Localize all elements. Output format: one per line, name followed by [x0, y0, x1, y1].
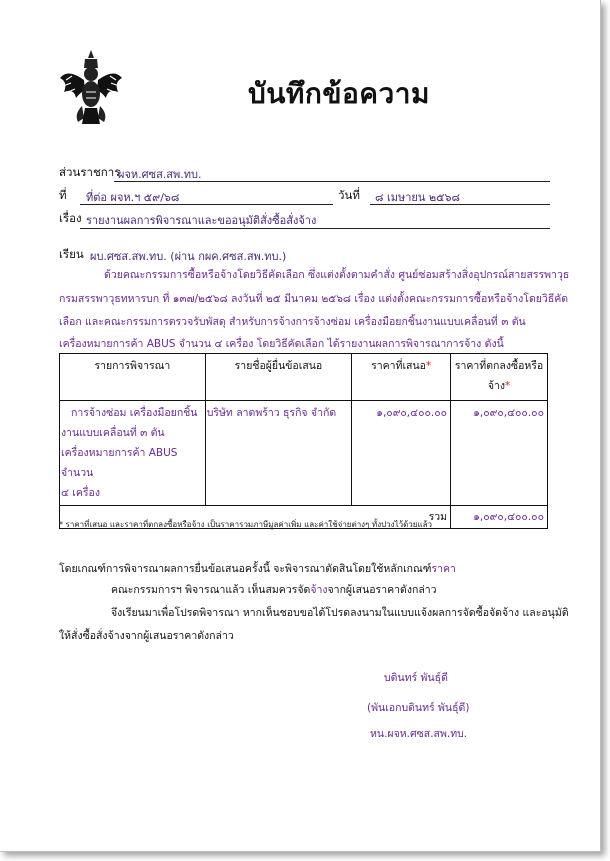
paragraph-2: โดยเกณฑ์การพิจารณาผลการยื่นข้อเสนอครั้งนี้ จะพิจารณาตัดสินโดยใช้หลักเกณฑ์ราคา: [59, 563, 456, 575]
cell-agreed-price: ๑,๐๙๐,๔๐๐.๐๐: [451, 401, 548, 506]
signature-full-name: (พันเอกบดินทร์ พันธ์ุดี): [367, 702, 470, 714]
signature-position: หน.ผจห.ศซส.สพ.ทบ.: [370, 728, 468, 740]
total-label: รวม: [60, 506, 451, 529]
cell-item: การจ้างซ่อม เครื่องมือยกชิ้น งานแบบเคลื่อนที่ ๓ ตัน เครื่องหมายการค้า ABUS จำนวน ๔ เครื่อง: [60, 401, 206, 506]
date-label: วันที่: [338, 188, 360, 202]
paragraph-4-line-2: ให้สั่งซื้อสั่งจ้างจากผู้เสนอราคาดังกล่าว: [59, 630, 234, 642]
cell-vendor: บริษัท ลาดพร้าว ธุรกิจ จำกัด: [205, 401, 351, 506]
col-header-item: รายการพิจารณา: [60, 354, 206, 401]
paragraph-1-line-4: เครื่องหมายการค้า ABUS จำนวน ๔ เครื่อง โดยวิธีคัดเลือก ได้รายงานผลการพิจารณาการจ้าง ดังนี้: [59, 338, 504, 350]
memo-title: บันทึกข้อความ: [248, 77, 430, 110]
department-label: ส่วนราชการ: [59, 165, 121, 179]
paragraph-4-line-1: จึงเรียนมาเพื่อโปรดพิจารณา หากเห็นชอบขอได้โปรดลงนามในแบบแจ้งผลการจัดซื้อจัดจ้าง และอนุมัติ: [111, 607, 569, 619]
price-note: * ราคาที่เสนอ และราคาที่ตกลงซื้อหรือจ้าง เป็นราคารวมภาษีมูลค่าเพิ่ม และค่าใช้จ่ายต่างๆ ทั้งปวงไว้ด้วยแล้ว: [59, 520, 433, 529]
salutation-label: เรียน: [59, 247, 84, 261]
total-value: ๑,๐๙๐,๔๐๐.๐๐: [451, 506, 548, 529]
paragraph-1-line-3: เลือก และคณะกรรมการตรวจรับพัสดุ สำหรับการจ้างการจ้างซ่อม เครื่องมือยกชิ้นงานแบบเคลื่อนที่ ๓ ตัน: [59, 316, 526, 328]
date-value: ๘ เมษายน ๒๕๖๘: [375, 191, 460, 204]
col-header-agreed-price: ราคาที่ตกลงซื้อหรือจ้าง*: [451, 354, 548, 401]
subject-value: รายงานผลการพิจารณาและขออนุมัติสั่งซื้อสั่งจ้าง: [86, 214, 317, 227]
paragraph-1-line-1: ด้วยคณะกรรมการซื้อหรือจ้างโดยวิธีคัดเลือก ซึ่งแต่งตั้งตามคำสั่ง ศูนย์ซ่อมสร้างสิ่งอุปกรณ์สายสรรพาวุธ: [104, 269, 570, 281]
department-underline: [114, 181, 550, 182]
salutation-value: ผบ.ศซส.สพ.ทบ. (ผ่าน กผค.ศซส.สพ.ทบ.): [90, 250, 287, 263]
garuda-emblem-icon: [58, 48, 124, 126]
cell-offer-price: ๑,๐๙๐,๔๐๐.๐๐: [352, 401, 451, 506]
col-header-vendor: รายชื่อผู้ยื่นข้อเสนอ: [205, 354, 351, 401]
col-header-offer-price: ราคาที่เสนอ*: [352, 354, 451, 401]
price-table: [59, 353, 548, 529]
ref-value: ที่ต่อ ผจห.ฯ ๕๙/๖๘: [86, 191, 180, 204]
subject-label: เรื่อง: [59, 211, 82, 225]
department-value: ผจห.ศซส.สพ.ทบ.: [118, 168, 202, 181]
ref-label: ที่: [59, 188, 67, 202]
signature-name: บดินทร์ พันธ์ุดี: [384, 672, 448, 684]
table-header-row: [60, 354, 548, 401]
paragraph-3: คณะกรรมการฯ พิจารณาแล้ว เห็นสมควรจัดจ้างจากผู้เสนอราคาดังกล่าว: [111, 584, 437, 596]
paragraph-1-line-2: กรมสรรพาวุธทหารบก ที่ ๑๓๗/๒๕๖๘ ลงวันที่ ๒๕ มีนาคม ๒๕๖๘ เรื่อง แต่งตั้งคณะกรรมการซื้อหรือจ้างโดยวิธีคัด: [59, 293, 569, 305]
ref-underline: [80, 204, 333, 205]
table-row: [60, 401, 548, 506]
date-underline: [370, 204, 550, 205]
subject-underline: [80, 228, 550, 229]
